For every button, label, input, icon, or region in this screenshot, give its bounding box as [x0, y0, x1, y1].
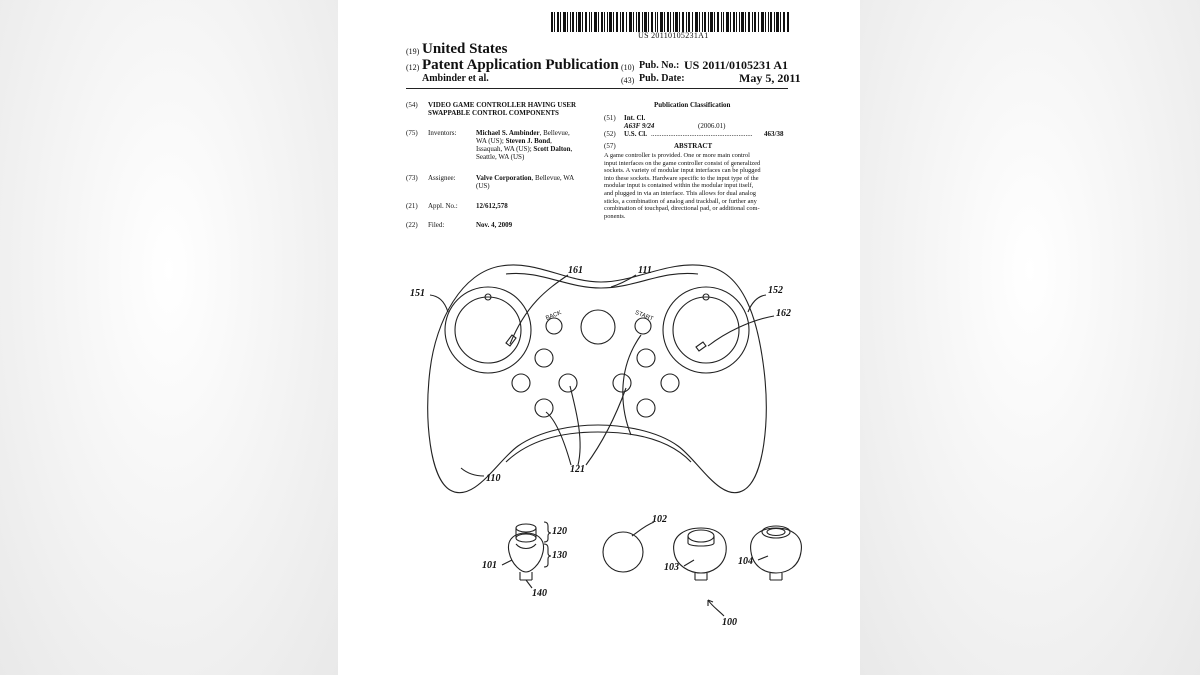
pub-no-label: Pub. No.: — [639, 60, 680, 71]
ref-102: 102 — [652, 514, 667, 525]
country: United States — [422, 41, 508, 57]
controller-figure — [406, 260, 791, 632]
field-21: (21) — [406, 202, 418, 210]
header-rule — [406, 88, 788, 89]
classification-title: Publication Classification — [654, 101, 731, 109]
ref-110: 110 — [486, 473, 501, 484]
module-101 — [508, 524, 543, 580]
pub-date: May 5, 2011 — [739, 71, 801, 85]
int-cl-label: Int. Cl. — [624, 114, 646, 122]
filed-label: Filed: — [428, 221, 445, 229]
abstract-title: ABSTRACT — [674, 142, 713, 150]
abstract-text: A game controller is provided. One or more main control input interfaces on the game controller consist of generalized sockets. A variety of modular input interfaces can be plugged into these sockets. Hardware specific to the input type of the modular input is contained within the modular input itself, and plugged in via an interface. This allows for dual analog sticks, a combination of analog and trackball, or further any combination of touchpad, directional pad, or additional com- ponents. — [604, 152, 761, 220]
ref-121: 121 — [570, 464, 585, 475]
pub-no: US 2011/0105231 A1 — [684, 58, 789, 72]
assignee-label: Assignee: — [428, 174, 456, 182]
inventors-list: Michael S. Ambinder, Bellevue, WA (US); Steven J. Bond, Issaquah, WA (US); Scott Dalton, Seattle, WA (US) — [476, 129, 573, 161]
bumper-outline — [506, 273, 698, 288]
pub-date-label: Pub. Date: — [639, 73, 685, 84]
brace-120 — [544, 522, 551, 542]
authors: Ambinder et al. — [422, 73, 489, 84]
leader-101 — [502, 560, 512, 565]
leader-102 — [632, 522, 654, 536]
field-12: (12) — [406, 63, 420, 72]
arrow-100 — [708, 600, 724, 616]
appl-no-label: Appl. No.: — [428, 202, 458, 210]
brace-130 — [544, 544, 551, 567]
field-43: (43) — [621, 76, 635, 85]
ref-140: 140 — [532, 588, 547, 599]
left-cluster-right — [559, 374, 577, 392]
barcode-number: US 20110105231A1 — [638, 31, 709, 40]
int-cl-code: A63F 9/24 — [624, 122, 655, 130]
controller-body — [428, 265, 766, 493]
ref-101: 101 — [482, 560, 497, 571]
us-cl-dots: .......................................................... — [651, 130, 753, 138]
assignee-name: Valve Corporation — [476, 174, 532, 182]
inventors-label: Inventors: — [428, 129, 457, 137]
us-cl-value: 463/38 — [764, 130, 784, 138]
start-label: START — [633, 309, 654, 323]
filed-date: Nov. 4, 2009 — [476, 221, 513, 229]
field-10: (10) — [621, 63, 635, 72]
background-right — [860, 0, 1200, 675]
leader-start — [623, 335, 641, 435]
int-cl-year: (2006.01) — [698, 122, 726, 130]
right-cluster-right — [661, 374, 679, 392]
appl-no: 12/612,578 — [476, 202, 508, 210]
invention-title-line1: VIDEO GAME CONTROLLER HAVING USER — [428, 101, 577, 109]
field-54: (54) — [406, 101, 418, 109]
field-19: (19) — [406, 47, 420, 56]
publication-title: Patent Application Publication — [422, 57, 619, 73]
field-73: (73) — [406, 174, 418, 182]
background-left — [0, 0, 338, 675]
module-103 — [674, 528, 727, 580]
field-57: (57) — [604, 142, 616, 150]
field-51: (51) — [604, 114, 616, 122]
module-102-trackball — [603, 532, 643, 572]
ref-151: 151 — [410, 288, 425, 299]
ref-161: 161 — [568, 265, 583, 276]
field-22: (22) — [406, 221, 418, 229]
ref-100: 100 — [722, 617, 737, 628]
invention-title-line2: SWAPPABLE CONTROL COMPONENTS — [428, 109, 559, 117]
field-75: (75) — [406, 129, 418, 137]
leader-121b — [570, 386, 580, 465]
invention-title — [428, 101, 576, 117]
barcode — [551, 12, 789, 32]
left-stick-inner — [455, 297, 521, 363]
ref-103: 103 — [664, 562, 679, 573]
module-104 — [751, 526, 802, 580]
right-stick-grip — [696, 342, 706, 351]
ref-104: 104 — [738, 556, 753, 567]
back-label: BACK — [545, 310, 563, 322]
leader-110 — [461, 468, 484, 476]
ref-162: 162 — [776, 308, 791, 319]
guide-button — [581, 310, 615, 344]
leader-104 — [758, 556, 768, 560]
inventor-bond: Steven J. Bond — [505, 137, 551, 145]
leader-140 — [526, 580, 532, 588]
ref-120: 120 — [552, 526, 567, 537]
left-cluster-left — [512, 374, 530, 392]
inventor-ambinder: Michael S. Ambinder — [476, 129, 540, 137]
ref-111: 111 — [638, 265, 652, 276]
right-stick-inner — [673, 297, 739, 363]
ref-152: 152 — [768, 285, 783, 296]
right-cluster-top — [637, 349, 655, 367]
patent-page — [338, 0, 860, 675]
right-cluster-left — [613, 374, 631, 392]
us-cl-label: U.S. Cl. — [624, 130, 647, 138]
left-cluster-top — [535, 349, 553, 367]
ref-130: 130 — [552, 550, 567, 561]
inventor-dalton: Scott Dalton — [533, 145, 571, 153]
field-52: (52) — [604, 130, 616, 138]
left-cluster-bottom — [535, 399, 553, 417]
leader-162 — [708, 316, 774, 346]
leader-103 — [684, 560, 694, 566]
right-cluster-bottom — [637, 399, 655, 417]
leader-151 — [430, 295, 448, 312]
assignee: Valve Corporation, Bellevue, WA (US) — [476, 174, 575, 190]
